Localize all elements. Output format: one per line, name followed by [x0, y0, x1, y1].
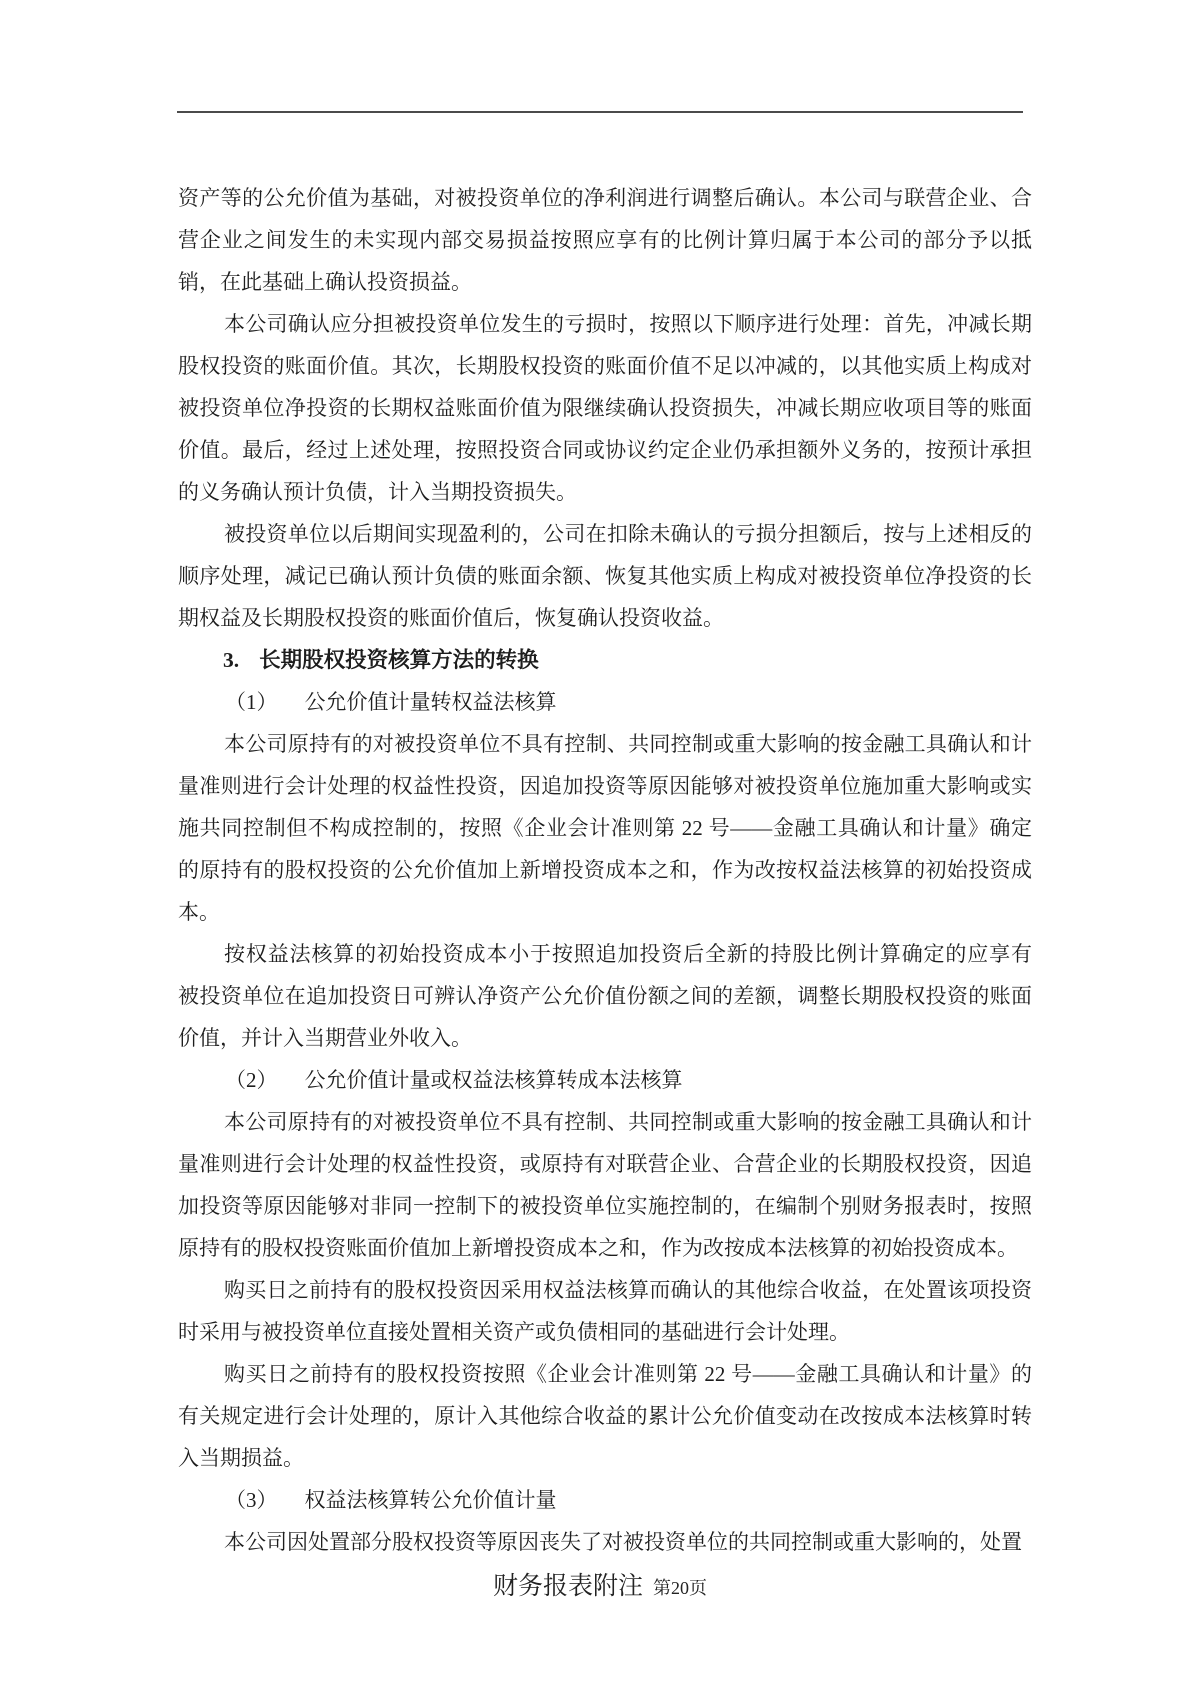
text-line: 本公司原持有的对被投资单位不具有控制、共同控制或重大影响的按金融工具确认和计 — [224, 1110, 1032, 1134]
text-line: 的义务确认预计负债，计入当期投资损失。 — [178, 480, 577, 504]
section-heading — [178, 639, 1032, 681]
text-line: 被投资单位净投资的长期权益账面价值为限继续确认投资损失，冲减长期应收项目等的账面 — [178, 396, 1032, 420]
text-line: 本。 — [178, 900, 220, 924]
page-footer — [0, 1566, 1200, 1602]
text-line: 购买日之前持有的股权投资按照《企业会计准则第 22 号——金融工具确认和计量》的 — [224, 1362, 1032, 1386]
text-line: 量准则进行会计处理的权益性投资，或原持有对联营企业、合营企业的长期股权投资，因追 — [178, 1152, 1032, 1176]
text-line: 被投资单位以后期间实现盈利的，公司在扣除未确认的亏损分担额后，按与上述相反的 — [224, 522, 1032, 546]
text-line: 加投资等原因能够对非同一控制下的被投资单位实施控制的，在编制个别财务报表时，按照 — [178, 1194, 1032, 1218]
paragraph — [178, 1101, 1032, 1269]
sub-heading — [178, 681, 1032, 723]
text-line: 顺序处理，减记已确认预计负债的账面余额、恢复其他实质上构成对被投资单位净投资的长 — [178, 564, 1032, 588]
text-line: 有关规定进行会计处理的，原计入其他综合收益的累计公允价值变动在改按成本法核算时转 — [178, 1404, 1032, 1428]
paragraph — [178, 513, 1032, 639]
text-line: 本公司确认应分担被投资单位发生的亏损时，按照以下顺序进行处理：首先，冲减长期 — [224, 312, 1032, 336]
paragraph — [178, 1353, 1032, 1479]
footer-page-number: 第20页 — [653, 1578, 707, 1598]
text-line: 价值。最后，经过上述处理，按照投资合同或协议约定企业仍承担额外义务的，按预计承担 — [178, 438, 1032, 462]
paragraph — [178, 1521, 1032, 1563]
header-rule — [177, 111, 1023, 113]
sub-heading-text: 公允价值计量或权益法核算转成本法核算 — [304, 1068, 683, 1092]
text-line: 入当期损益。 — [178, 1446, 304, 1470]
text-line: 股权投资的账面价值。其次，长期股权投资的账面价值不足以冲减的，以其他实质上构成对 — [178, 354, 1032, 378]
paragraph — [178, 723, 1032, 933]
sub-heading-number: （3） — [225, 1488, 278, 1512]
text-line: 时采用与被投资单位直接处置相关资产或负债相同的基础进行会计处理。 — [178, 1320, 850, 1344]
text-line: 施共同控制但不构成控制的，按照《企业会计准则第 22 号——金融工具确认和计量》确定 — [178, 816, 1032, 840]
text-line: 资产等的公允价值为基础，对被投资单位的净利润进行调整后确认。本公司与联营企业、合 — [178, 186, 1032, 210]
section-heading-number: 3. — [223, 648, 240, 672]
sub-heading — [178, 1479, 1032, 1521]
sub-heading — [178, 1059, 1032, 1101]
sub-heading-text: 公允价值计量转权益法核算 — [304, 690, 557, 714]
text-line: 销，在此基础上确认投资损益。 — [178, 270, 472, 294]
text-line: 营企业之间发生的未实现内部交易损益按照应享有的比例计算归属于本公司的部分予以抵 — [178, 228, 1032, 252]
text-line: 价值，并计入当期营业外收入。 — [178, 1026, 472, 1050]
paragraph — [178, 303, 1032, 513]
text-line: 本公司原持有的对被投资单位不具有控制、共同控制或重大影响的按金融工具确认和计 — [224, 732, 1032, 756]
section-heading-text: 长期股权投资核算方法的转换 — [259, 648, 539, 672]
text-line: 的原持有的股权投资的公允价值加上新增投资成本之和，作为改按权益法核算的初始投资成 — [178, 858, 1032, 882]
text-line: 被投资单位在追加投资日可辨认净资产公允价值份额之间的差额，调整长期股权投资的账面 — [178, 984, 1032, 1008]
sub-heading-number: （2） — [225, 1068, 278, 1092]
paragraph — [178, 933, 1032, 1059]
text-line: 本公司因处置部分股权投资等原因丧失了对被投资单位的共同控制或重大影响的，处置 — [224, 1530, 1022, 1554]
paragraph — [178, 177, 1032, 303]
text-line: 购买日之前持有的股权投资因采用权益法核算而确认的其他综合收益，在处置该项投资 — [224, 1278, 1032, 1302]
footer-title: 财务报表附注 — [492, 1573, 643, 1600]
sub-heading-text: 权益法核算转公允价值计量 — [304, 1488, 557, 1512]
text-line: 按权益法核算的初始投资成本小于按照追加投资后全新的持股比例计算确定的应享有 — [224, 942, 1032, 966]
content — [178, 177, 1032, 1563]
sub-heading-number: （1） — [225, 690, 278, 714]
paragraph — [178, 1269, 1032, 1353]
text-line: 原持有的股权投资账面价值加上新增投资成本之和，作为改按成本法核算的初始投资成本。 — [178, 1236, 1018, 1260]
text-line: 量准则进行会计处理的权益性投资，因追加投资等原因能够对被投资单位施加重大影响或实 — [178, 774, 1032, 798]
text-line: 期权益及长期股权投资的账面价值后，恢复确认投资收益。 — [178, 606, 724, 630]
